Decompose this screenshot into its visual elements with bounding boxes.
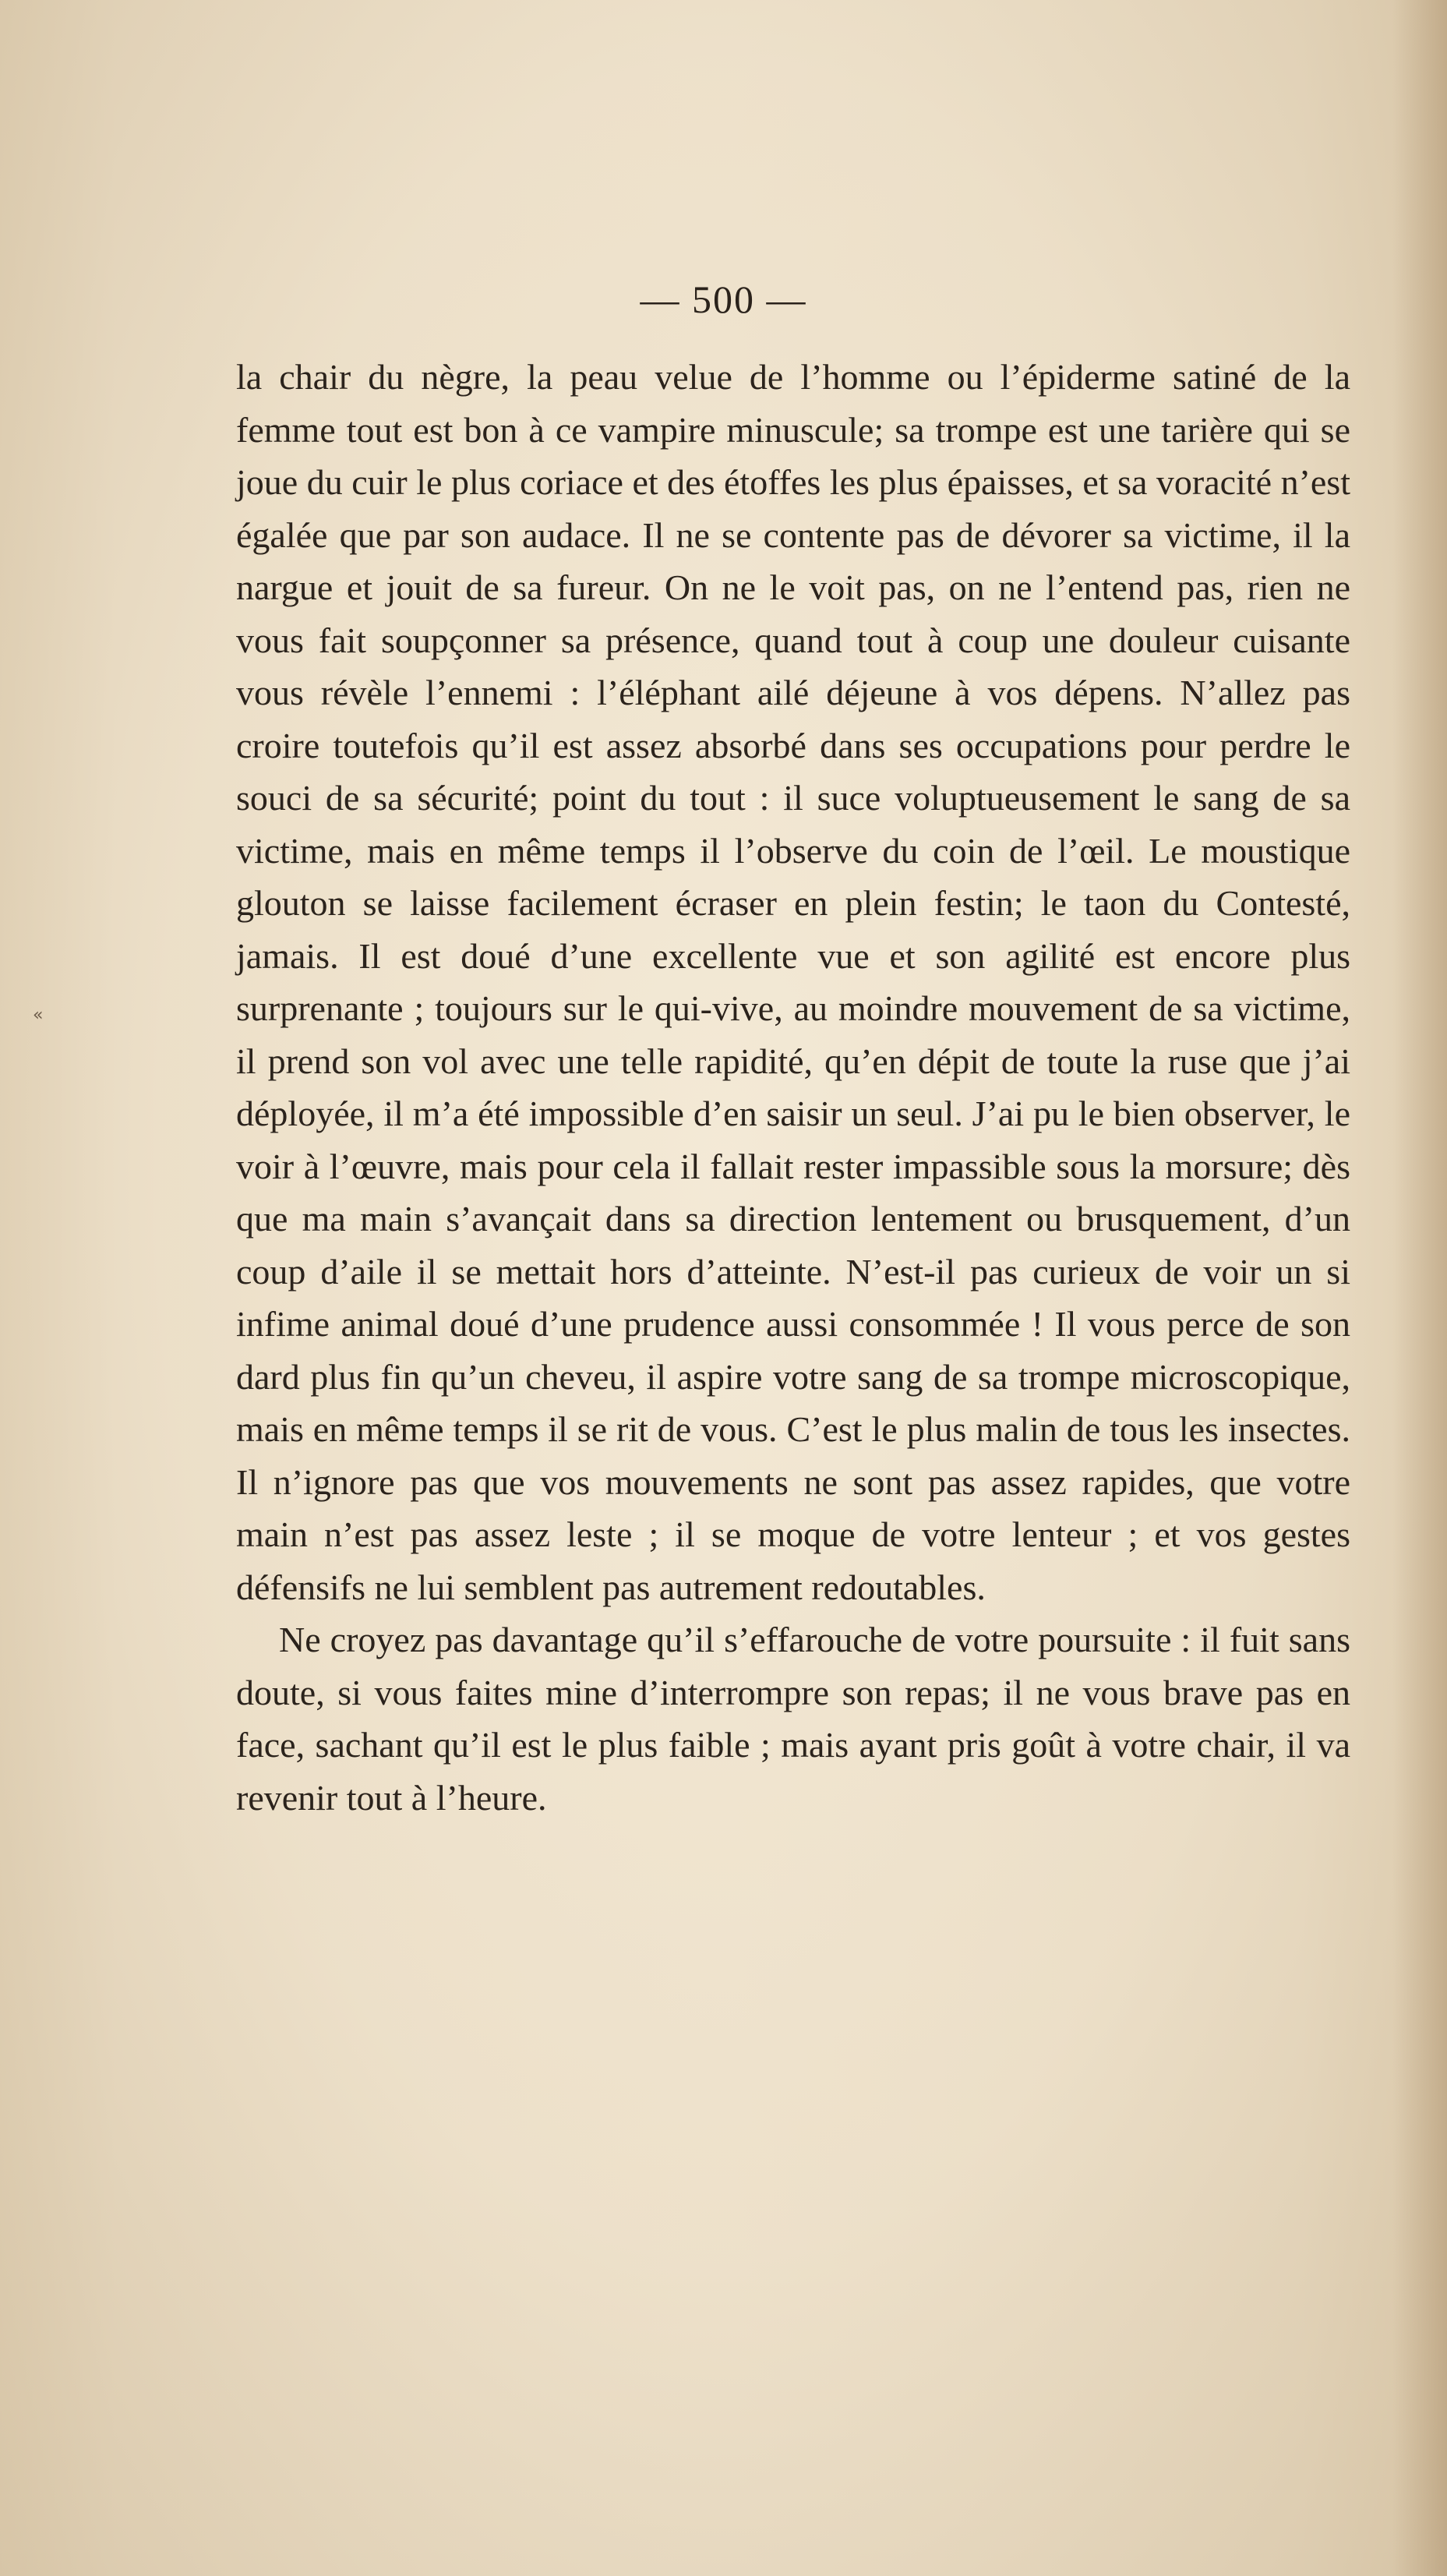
margin-mark: «: [33, 1005, 44, 1025]
page-edge-shadow: [1392, 0, 1447, 2576]
paragraph-1: la chair du nègre, la peau velue de l’homme ou l’épiderme satiné de la femme tout est bon à ce vampire minuscule; sa trompe est une tarière qui se joue du cuir le plus coriace et des étoffes les plus épaisses, et sa voracité n’est égalée que par son audace. Il ne se contente pas de dévorer sa victime, il la nargue et jouit de sa fureur. On ne le voit pas, on ne l’entend pas, rien ne vous fait soupçonner sa présence, quand tout à coup une douleur cuisante vous révèle l’ennemi : l’éléphant ailé déjeune à vos dépens. N’allez pas croire toutefois qu’il est assez absorbé dans ses occupations pour perdre le souci de sa sécurité; point du tout : il suce voluptueusement le sang de sa victime, mais en même temps il l’observe du coin de l’œil. Le moustique glouton se laisse facilement écraser en plein festin; le taon du Contesté, jamais. Il est doué d’une excellente vue et son agilité est encore plus surprenante ; toujours sur le qui-vive, au moindre mouvement de sa victime, il prend son vol avec une telle rapidité, qu’en dépit de toute la ruse que j’ai déployée, il m’a été impossible d’en saisir un seul. J’ai pu le bien observer, le voir à l’œuvre, mais pour cela il fallait rester impassible sous la morsure; dès que ma main s’avançait dans sa direction lentement ou brusquement, d’un coup d’aile il se mettait hors d’atteinte. N’est-il pas curieux de voir un si infime animal doué d’une prudence aussi consommée ! Il vous perce de son dard plus fin qu’un cheveu, il aspire votre sang de sa trompe microscopique, mais en même temps il se rit de vous. C’est le plus malin de tous les insectes. Il n’ignore pas que vos mouvements ne sont pas assez rapides, que votre main n’est pas assez leste ; il se moque de votre lenteur ; et vos gestes défensifs ne lui semblent pas autrement redoutables.: [236, 357, 1350, 1607]
page-number: — 500 —: [640, 277, 807, 321]
body-text: [236, 351, 1350, 1824]
paragraph-2: Ne croyez pas davantage qu’il s’effarouche de votre poursuite : il fuit sans doute, si vous faites mine d’interrompre son repas; il ne vous brave pas en face, sachant qu’il est le plus faible ; mais ayant pris goût à votre chair, il va revenir tout à l’heure.: [236, 1620, 1350, 1818]
